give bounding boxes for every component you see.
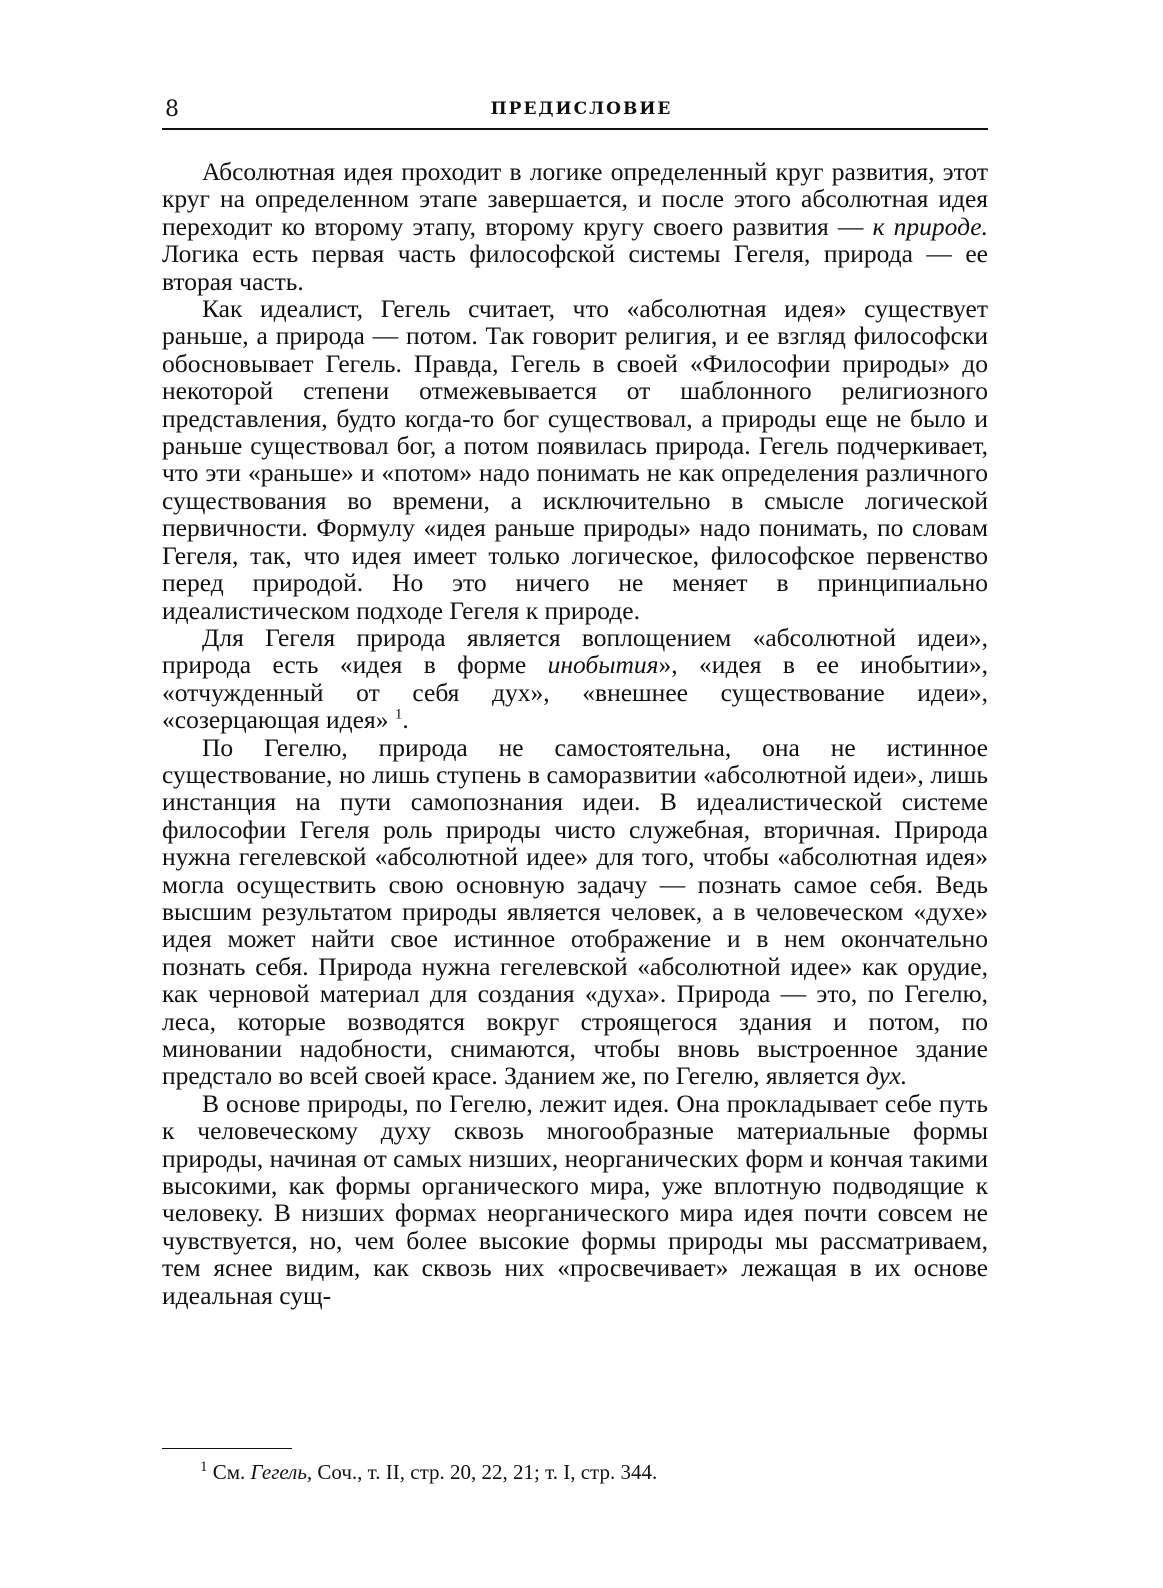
text-run: », «идея в ее инобытии», «отчужденный от себя дух», «внешнее существование идеи», «созерцающая идея» [162, 650, 988, 735]
text-run: По Гегелю, природа не самостоятельна, она не истинное существование, но лишь ступень в саморазвитии «абсолютной идеи», лишь инстанция на пути самопознания идеи. В идеалистической системе философии Гегеля роль природы чисто служебная, вторичная. Природа нужна гегелевской «абсолютной идее» для того, чтобы «абсолютная идея» могла осуществить свою основную задачу — познать самое себя. Ведь высшим результатом природы является человек, а в человеческом «духе» идея может найти свое истинное отображение и в нем окончательно познать себя. Природа нужна гегелевской «абсолютной идее» как орудие, как черновой материал для создания «духа». Природа — это, по Гегелю, леса, которые возводятся вокруг строящегося здания и потом, по миновании надобности, снимаются, чтобы вновь выстроенное здание предстало во всей своей красе. Зданием же, по Гегелю, является [162, 732, 988, 1091]
italic-run: дух. [865, 1061, 908, 1091]
header-rule [162, 128, 988, 130]
footnote [200, 1460, 657, 1485]
paragraph-3 [162, 624, 988, 734]
page-number: 8 [165, 97, 179, 122]
text-run: Абсолютная идея проходит в логике определенный круг развития, этот круг на определенном этапе завершается, и после этого абсолютная идея переходит ко второму этапу, второму кругу своего развития — [162, 157, 988, 241]
italic-run: инобытия [547, 650, 659, 680]
footnote-ref: 1 [394, 706, 403, 723]
text-run: Соч., т. II, стр. 20, 22, 21; т. I, стр. 344. [312, 1460, 658, 1484]
paragraph-1 [162, 158, 988, 295]
text-run: Для Гегеля природа является воплощением «абсолютной идеи», природа есть «идея в форме [162, 622, 988, 680]
text-run: . [402, 705, 409, 735]
paragraph-2: Как идеалист, Гегель считает, что «абсолютная идея» существует раньше, а природа — потом. Так говорит религия, и ее взгляд философски обосновывает Гегель. Правда, Гегель в своей «Философии природы» до некоторой степени отмежевывается от шаблонного религиозного представления, будто когда-то бог существовал, а природы еще не было и раньше существовал бог, а потом появилась природа. Гегель подчеркивает, что эти «раньше» и «потом» надо понимать не как определения различного существования во времени, а исключительно в смысле логической первичности. Формулу «идея раньше природы» надо понимать, по словам Гегеля, так, что идея имеет только логическое, философское первенство перед природой. Но это ничего не меняет в принципиально идеалистическом подходе Гегеля к природе. [162, 294, 988, 625]
body-text [162, 158, 988, 1309]
paragraph-4 [162, 734, 988, 1090]
text-run: См. [207, 1460, 251, 1484]
text-run: Логика есть первая часть философской системы Гегеля, природа — ее вторая часть. [162, 239, 988, 296]
italic-run: к природе. [872, 211, 988, 241]
footnote-rule [162, 1448, 292, 1449]
italic-run: Гегель, [250, 1460, 313, 1484]
footnote-mark: 1 [200, 1459, 208, 1475]
paragraph-5: В основе природы, по Гегелю, лежит идея. Она прокладывает себе путь к человеческому духу сквозь многообразные материальные формы природы, начиная от самых низших, неорганических форм и кончая такими высокими, как формы органического мира, уже вплотную подводящие к человеку. В низших формах неорганического мира идея почти совсем не чувствуется, но, чем более высокие формы природы мы рассматриваем, тем яснее видим, как сквозь них «просвечивает» лежащая в их основе идеальная сущ- [162, 1088, 988, 1310]
running-head: ПРЕДИСЛОВИЕ [490, 99, 673, 119]
